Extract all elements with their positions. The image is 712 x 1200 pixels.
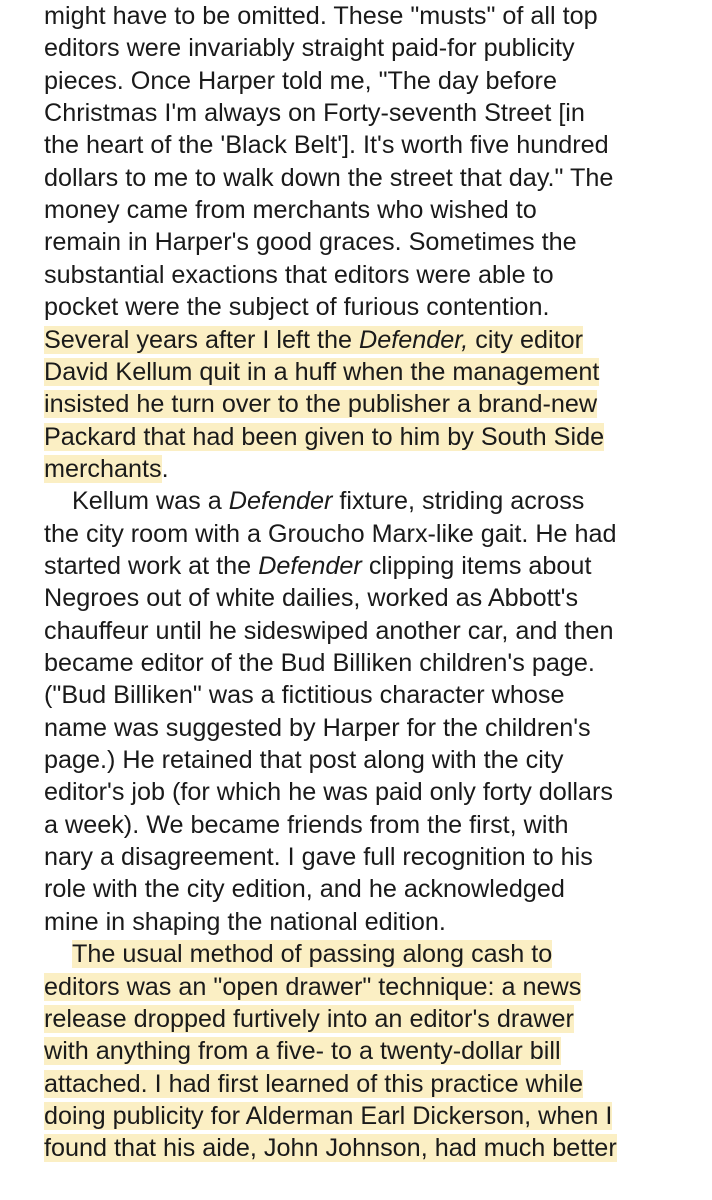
text-span: Negroes out of white dailies, worked as Abbott's: [44, 584, 579, 613]
text-line: [44, 65, 557, 98]
highlighted-text: Several years after I left the: [44, 325, 359, 354]
text-span: name was suggested by Harper for the children's: [44, 713, 591, 742]
highlighted-text: found that his aide, John Johnson, had much better: [44, 1134, 617, 1163]
highlighted-text: with anything from a five- to a twenty-dollar bill: [44, 1037, 561, 1066]
text-line: [44, 421, 604, 454]
text-line: [44, 712, 591, 745]
text-span: pieces. Once Harper told me, "The day before: [44, 66, 557, 95]
highlighted-text: city editor: [468, 325, 584, 354]
text-line: [44, 1132, 617, 1165]
text-span: ("Bud Billiken" was a fictitious character whose: [44, 681, 565, 710]
text-span: might have to be omitted. These "musts" of all top: [44, 2, 598, 30]
text-line: [44, 582, 578, 615]
text-span: chauffeur until he sideswiped another car, and then: [44, 616, 614, 645]
text-line: [44, 615, 613, 648]
text-line: [44, 647, 595, 680]
text-line: [44, 841, 593, 874]
text-span: became editor of the Bud Billiken children's page.: [44, 649, 595, 677]
highlighted-text: doing publicity for Alderman Earl Dickerson, when I: [44, 1101, 613, 1130]
highlighted-text: insisted he turn over to the publisher a brand-new: [44, 390, 598, 419]
text-span: remain in Harper's good graces. Sometimes the: [44, 228, 577, 257]
text-span: substantial exactions that editors were able to: [44, 260, 554, 289]
text-span: editor's job (for which he was paid only forty dollars: [44, 778, 613, 807]
text-line: [44, 0, 598, 33]
text-line: [44, 776, 613, 809]
text-line: [44, 194, 537, 227]
text-span: Defender: [228, 487, 333, 516]
highlighted-text: release dropped furtively into an editor's drawer: [44, 1004, 574, 1033]
text-span: Defender: [258, 551, 362, 580]
text-line: [44, 259, 554, 292]
text-span: mine in shaping the national edition.: [44, 907, 446, 936]
highlighted-text: Packard that had been given to him by South Side: [44, 422, 605, 451]
text-span: page.) He retained that post along with the city: [44, 746, 564, 775]
text-line: [44, 906, 446, 939]
highlighted-text: editors was an "open drawer" technique: a news: [44, 972, 582, 1001]
text-line: [44, 356, 599, 389]
text-span: fixture, striding across: [332, 487, 585, 516]
text-line: [44, 873, 565, 906]
text-span: started work at the: [44, 551, 259, 580]
text-line: [44, 1100, 612, 1133]
text-line: [44, 550, 591, 583]
text-line: [44, 971, 581, 1004]
text-line: [44, 226, 577, 259]
text-line: [44, 679, 564, 712]
text-line: [44, 1068, 583, 1101]
text-line: [44, 518, 617, 551]
text-line: [44, 291, 549, 324]
text-span: the city room with a Groucho Marx-like gait. He had: [44, 519, 617, 548]
text-line: [44, 1035, 561, 1068]
text-span: pocket were the subject of furious contention.: [44, 293, 550, 322]
highlighted-text: Defender,: [359, 325, 469, 354]
text-line: [44, 162, 613, 195]
text-line: [44, 1003, 574, 1036]
text-span: clipping items about: [361, 551, 592, 580]
text-line: [44, 388, 597, 421]
text-line: [44, 453, 169, 486]
text-line: [44, 744, 563, 777]
highlighted-text: merchants: [44, 454, 162, 483]
highlighted-text: David Kellum quit in a huff when the management: [44, 357, 600, 386]
text-line: [44, 97, 585, 130]
text-span: role with the city edition, and he acknowledged: [44, 875, 565, 904]
text-span: editors were invariably straight paid-for publicity: [44, 34, 575, 63]
text-span: money came from merchants who wished to: [44, 196, 537, 225]
highlighted-text: attached. I had first learned of this practice while: [44, 1069, 584, 1098]
text-line: [44, 129, 609, 162]
highlighted-text: The usual method of passing along cash to: [72, 940, 553, 969]
text-span: nary a disagreement. I gave full recognition to his: [44, 843, 593, 872]
text-line: [44, 324, 583, 357]
text-line: [72, 485, 584, 518]
text-span: dollars to me to walk down the street that day." The: [44, 163, 614, 192]
text-span: the heart of the 'Black Belt']. It's worth five hundred: [44, 131, 609, 160]
text-line: [72, 938, 552, 971]
text-line: [44, 32, 575, 65]
text-span: a week). We became friends from the first, with: [44, 810, 569, 839]
text-line: [44, 809, 568, 842]
text-span: .: [161, 454, 169, 483]
text-span: Kellum was a: [72, 487, 229, 516]
text-span: Christmas I'm always on Forty-seventh Street [in: [44, 99, 585, 128]
